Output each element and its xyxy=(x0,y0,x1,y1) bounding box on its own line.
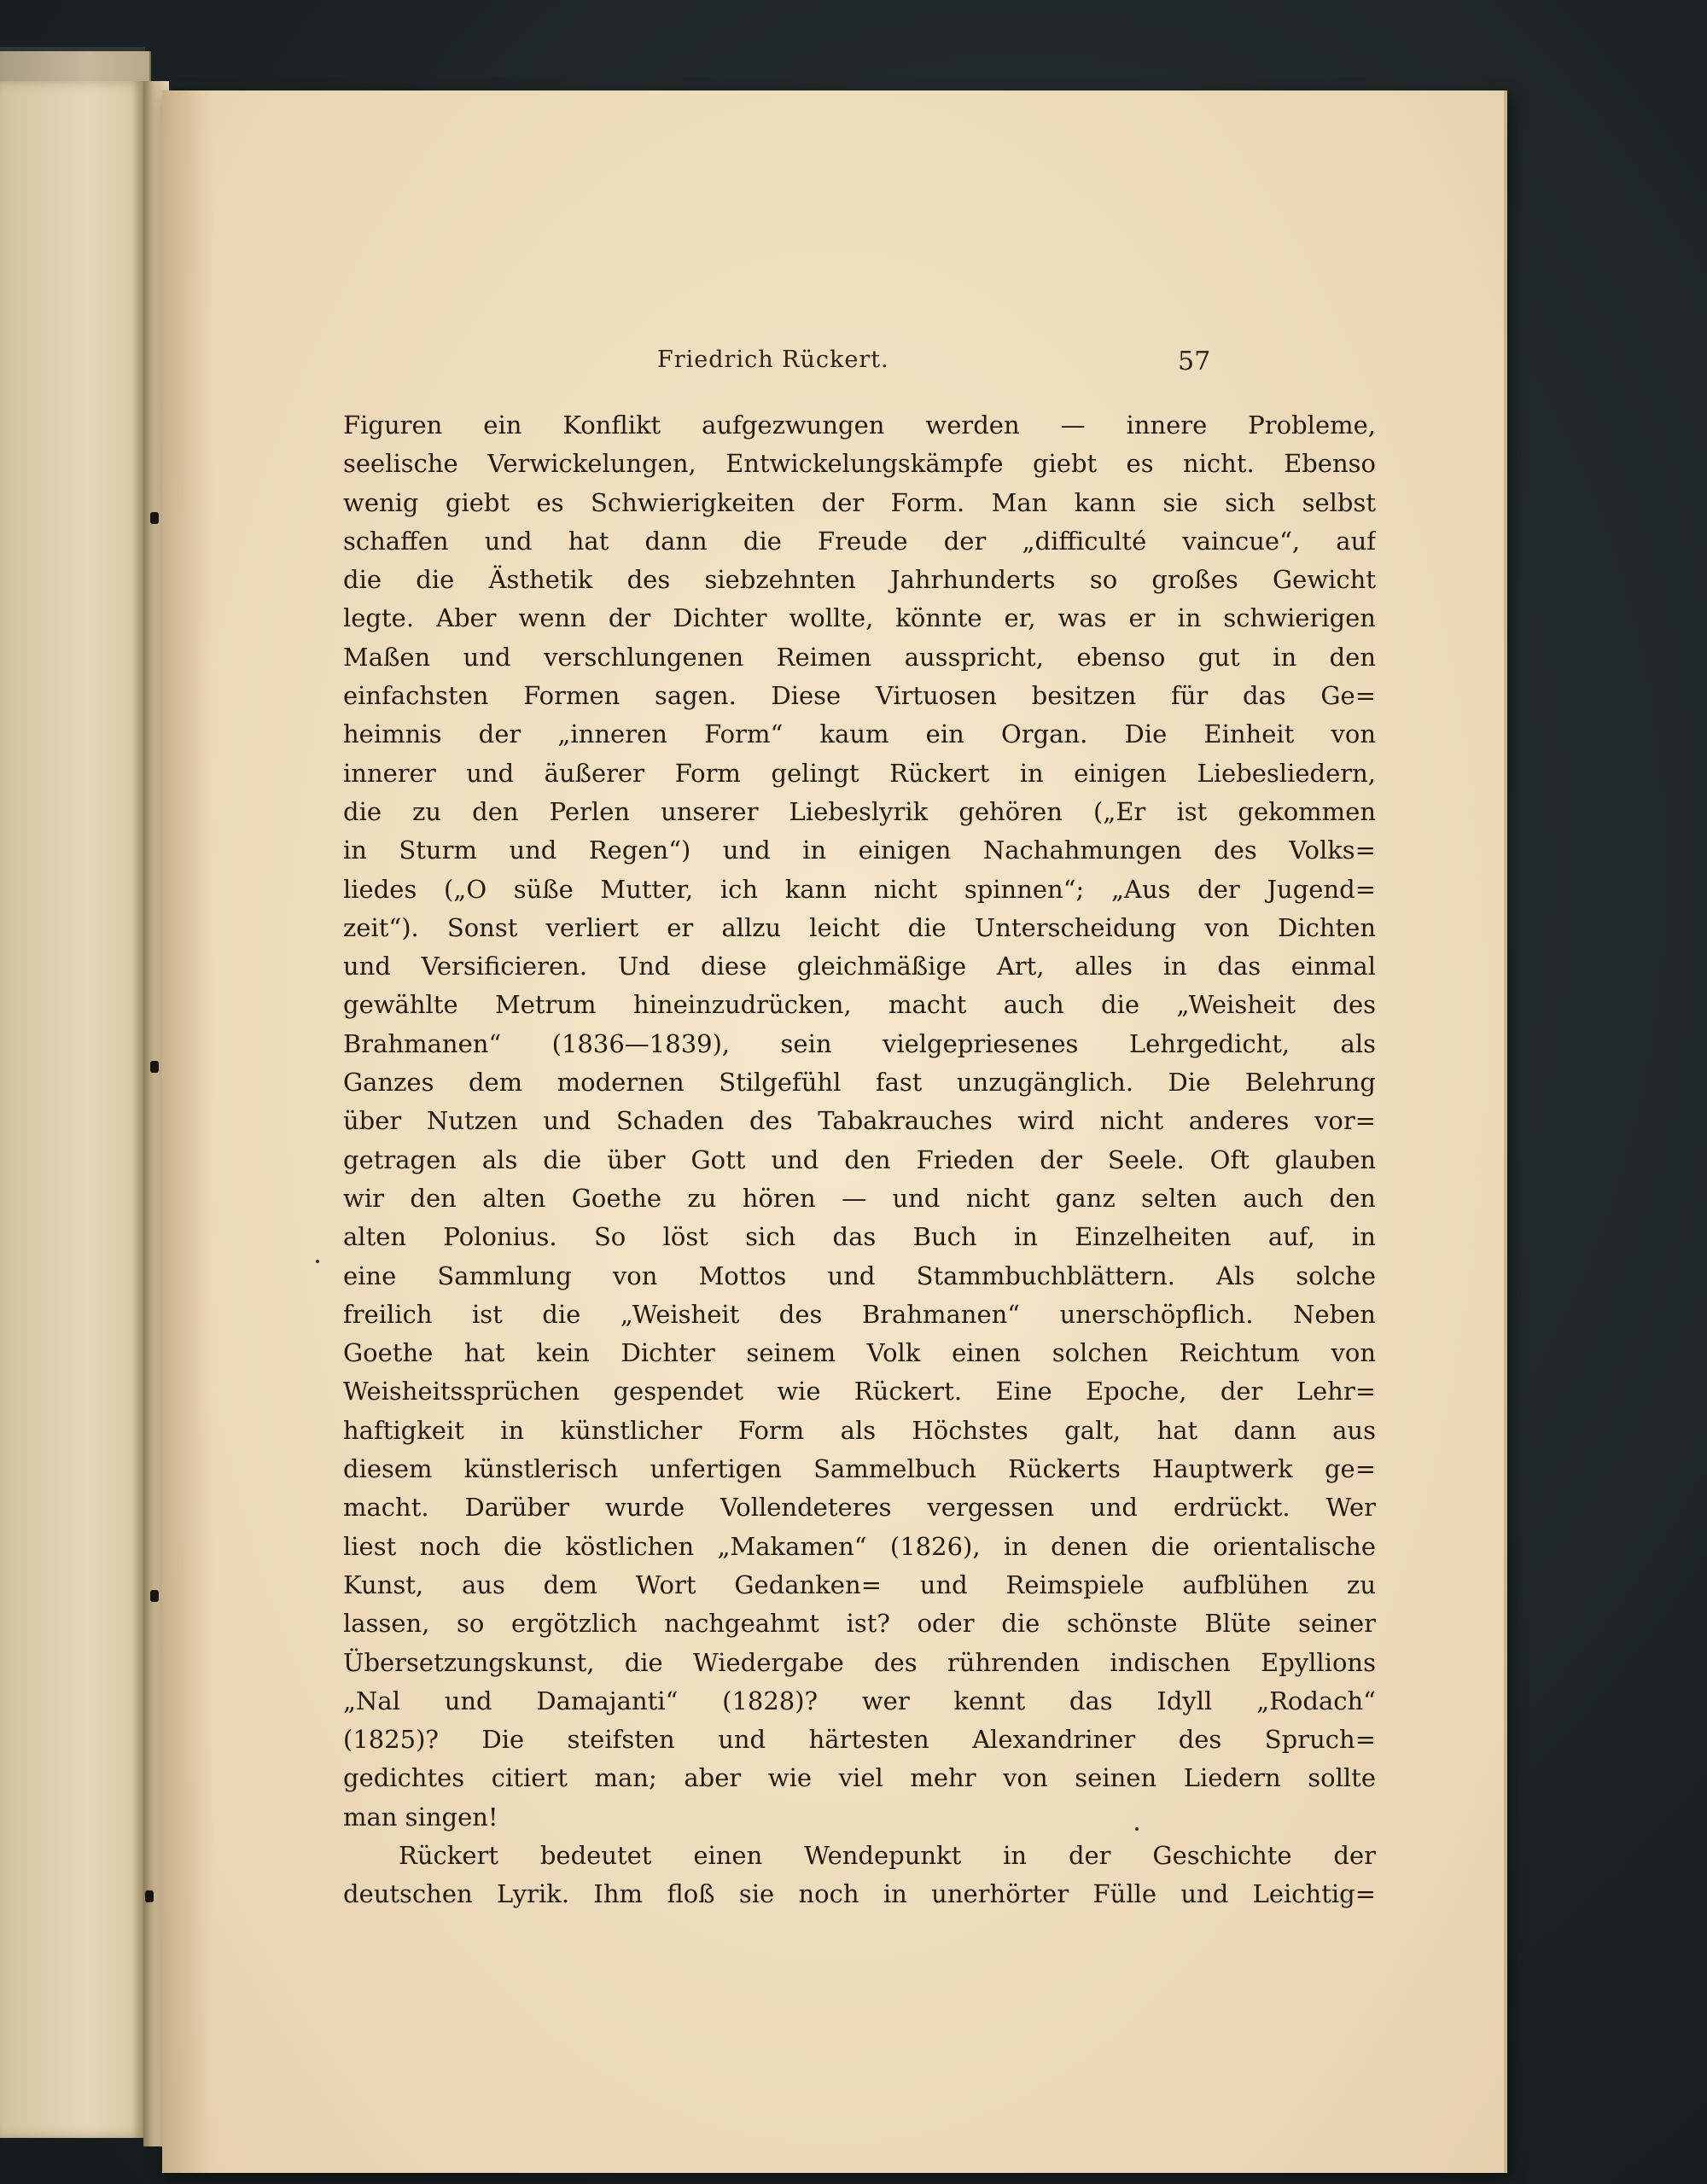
text-line: eine Sammlung von Mottos und Stammbuchblättern. Als solche xyxy=(343,1261,1376,1290)
page-number: 57 xyxy=(1178,347,1211,376)
text-line: in Sturm und Regen“) und in einigen Nachahmungen des Volks= xyxy=(343,836,1376,865)
text-line: legte. Aber wenn der Dichter wollte, könnte er, was er in schwierigen xyxy=(343,603,1376,633)
text-line: haftigkeit in künstlicher Form als Höchstes galt, hat dann aus xyxy=(343,1415,1376,1445)
left-page-edge xyxy=(0,81,145,2138)
text-line: liedes („O süße Mutter, ich kann nicht spinnen“; „Aus der Jugend= xyxy=(343,874,1376,904)
text-line: wenig giebt es Schwierigkeiten der Form. Man kann sie sich selbst xyxy=(343,487,1376,517)
text-line: gedichtes citiert man; aber wie viel mehr von seinen Liedern sollte xyxy=(343,1763,1376,1793)
text-line: zeit“). Sonst verliert er allzu leicht die Unterscheidung von Dichten xyxy=(343,912,1376,942)
book-page xyxy=(162,90,1507,2173)
margin-mark xyxy=(150,1590,159,1602)
text-line: schaffen und hat dann die Freude der „difficulté vaincue“, auf xyxy=(343,526,1376,556)
text-line: über Nutzen und Schaden des Tabakrauches wird nicht anderes vor= xyxy=(343,1106,1376,1136)
text-line: Brahmanen“ (1836—1839), sein vielgepriesenes Lehrgedicht, als xyxy=(343,1028,1376,1058)
text-line: diesem künstlerisch unfertigen Sammelbuch Rückerts Hauptwerk ge= xyxy=(343,1454,1376,1484)
text-line: seelische Verwickelungen, Entwickelungskämpfe giebt es nicht. Ebenso xyxy=(343,449,1376,479)
running-title: Friedrich Rückert. xyxy=(657,347,889,373)
page-gutter-shade xyxy=(162,90,213,2173)
text-line: die die Ästhetik des siebzehnten Jahrhunderts so großes Gewicht xyxy=(343,565,1376,595)
text-line: innerer und äußerer Form gelingt Rückert in einigen Liebesliedern, xyxy=(343,758,1376,788)
running-head xyxy=(162,347,1504,381)
text-line: Maßen und verschlungenen Reimen ausspricht, ebenso gut in den xyxy=(343,642,1376,672)
text-line: heimnis der „inneren Form“ kaum ein Organ. Die Einheit von xyxy=(343,719,1376,749)
text-line: Figuren ein Konflikt aufgezwungen werden — innere Probleme, xyxy=(343,411,1376,440)
text-line: einfachsten Formen sagen. Diese Virtuosen besitzen für das Ge= xyxy=(343,681,1376,711)
text-line: lassen, so ergötzlich nachgeahmt ist? oder die schönste Blüte seiner xyxy=(343,1609,1376,1639)
text-line: und Versificieren. Und diese gleichmäßige Art, alles in das einmal xyxy=(343,952,1376,981)
text-line: „Nal und Damajanti“ (1828)? wer kennt das Idyll „Rodach“ xyxy=(343,1686,1376,1715)
text-line: Kunst, aus dem Wort Gedanken= und Reimspiele aufblühen zu xyxy=(343,1570,1376,1599)
text-line: man singen! xyxy=(343,1802,498,1832)
text-line: getragen als die über Gott und den Frieden der Seele. Oft glauben xyxy=(343,1144,1376,1174)
text-line: gewählte Metrum hineinzudrücken, macht auch die „Weisheit des xyxy=(343,990,1376,1020)
text-line: liest noch die köstlichen „Makamen“ (1826), in denen die orientalische xyxy=(343,1531,1376,1561)
text-line: alten Polonius. So löst sich das Buch in Einzelheiten auf, in xyxy=(343,1222,1376,1252)
text-line: macht. Darüber wurde Vollendeteres vergessen und erdrückt. Wer xyxy=(343,1493,1376,1523)
text-line: wir den alten Goethe zu hören — und nicht ganz selten auch den xyxy=(343,1183,1376,1213)
text-line: Goethe hat kein Dichter seinem Volk einen solchen Reichtum von xyxy=(343,1338,1376,1368)
text-line: Ganzes dem modernen Stilgefühl fast unzugänglich. Die Belehrung xyxy=(343,1068,1376,1098)
margin-mark xyxy=(150,1061,159,1073)
text-line: Rückert bedeutet einen Wendepunkt in der Geschichte der xyxy=(399,1840,1376,1870)
text-line: freilich ist die „Weisheit des Brahmanen“ unerschöpflich. Neben xyxy=(343,1299,1376,1329)
text-line: deutschen Lyrik. Ihm floß sie noch in unerhörter Fülle und Leichtig= xyxy=(343,1879,1376,1909)
paper-speck xyxy=(1135,1827,1139,1831)
text-line: Weisheitssprüchen gespendet wie Rückert. Eine Epoche, der Lehr= xyxy=(343,1377,1376,1406)
margin-mark xyxy=(150,512,159,524)
text-line: die zu den Perlen unserer Liebeslyrik gehören („Er ist gekommen xyxy=(343,796,1376,826)
paper-speck xyxy=(316,1260,319,1263)
margin-mark xyxy=(145,1890,154,1902)
text-line: (1825)? Die steifsten und härtesten Alexandriner des Spruch= xyxy=(343,1725,1376,1755)
body-text xyxy=(343,406,1376,1914)
text-line: Übersetzungskunst, die Wiedergabe des rührenden indischen Epyllions xyxy=(343,1647,1376,1677)
